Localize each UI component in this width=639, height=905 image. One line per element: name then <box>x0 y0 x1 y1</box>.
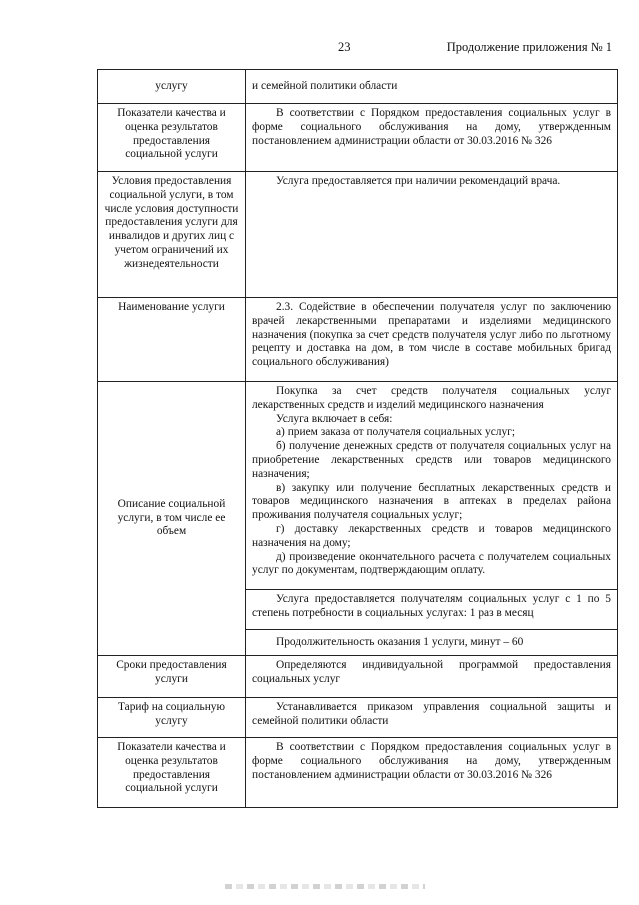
row-content <box>246 104 618 172</box>
content-paragraph: Определяются индивидуальной программой предоставления социальных услуг <box>252 659 611 685</box>
content-paragraph: В соответствии с Порядком предоставления социальных услуг в форме социального обслуживания на дому, утвержденным постановлением администрации области от 30.03.2016 № 326 <box>252 107 611 147</box>
content-paragraph: В соответствии с Порядком предоставления социальных услуг в форме социального обслуживания на дому, утвержденным постановлением администрации области от 30.03.2016 № 326 <box>252 741 611 781</box>
table-row <box>98 104 618 172</box>
row-content <box>246 738 618 808</box>
services-table <box>97 69 618 808</box>
scan-artifact <box>225 884 425 889</box>
content-paragraph: б) получение денежных средств от получателя социальных услуг на приобретение лекарственных средств или товаров медицинского назначения; <box>252 440 611 480</box>
row-label: Показатели качества и оценка результатов предоставления социальной услуги <box>98 738 246 808</box>
row-content <box>246 590 618 630</box>
row-label: Показатели качества и оценка результатов предоставления социальной услуги <box>98 104 246 172</box>
content-paragraph: 2.3. Содействие в обеспечении получателя услуг по заключению врачей лекарственными препаратами и изделиями медицинского назначения (покупка за счет средств получателя услуг либо по льготному рецепту и доставка на дом, в том числе в составе мобильных бригад социального обслуживания) <box>252 301 611 369</box>
table-row <box>98 172 618 298</box>
row-label: Условия предоставления социальной услуги, в том числе условия доступности предоставления услуги для инвалидов и других лиц с учетом ограничений их жизнедеятельности <box>98 172 246 298</box>
content-paragraph: в) закупку или получение бесплатных лекарственных средств и товаров медицинского назначения в аптеках в пределах района проживания получателя социальных услуг; <box>252 481 611 522</box>
content-paragraph: а) прием заказа от получателя социальных услуг; <box>276 426 515 439</box>
table-row <box>98 738 618 808</box>
content-paragraph: Услуга включает в себя: <box>276 412 393 425</box>
row-label: Наименование услуги <box>98 298 246 382</box>
row-content <box>246 382 618 590</box>
row-content <box>246 630 618 656</box>
page-header <box>0 40 639 60</box>
row-label: Описание социальной услуги, в том числе ее объем <box>98 382 246 656</box>
row-content <box>246 70 618 104</box>
header-note: Продолжение приложения № 1 <box>446 40 612 54</box>
content-paragraph: д) произведение окончательного расчета с получателем социальных услуг по документам, подтверждающим оплату. <box>252 550 611 577</box>
row-label: Тариф на социальную услугу <box>98 698 246 738</box>
content-paragraph: г) доставку лекарственных средств и товаров медицинского назначения на дому; <box>252 522 611 549</box>
table-row <box>98 298 618 382</box>
table-row <box>98 656 618 698</box>
row-label: Сроки предоставления услуги <box>98 656 246 698</box>
row-content <box>246 698 618 738</box>
table-row <box>98 698 618 738</box>
content-paragraph: Устанавливается приказом управления социальной защиты и семейной политики области <box>252 701 611 727</box>
page-number: 23 <box>338 40 351 54</box>
row-content <box>246 656 618 698</box>
content-paragraph: Услуга предоставляется при наличии рекомендаций врача. <box>276 175 561 187</box>
table-row <box>98 382 618 590</box>
row-content <box>246 172 618 298</box>
row-content <box>246 298 618 382</box>
content-paragraph: Услуга предоставляется получателям социальных услуг с 1 по 5 степень потребности в социальных услугах: 1 раз в месяц <box>252 593 611 619</box>
row-label: услугу <box>98 70 246 104</box>
content-paragraph: и семейной политики области <box>252 79 398 92</box>
content-paragraph: Продолжительность оказания 1 услуги, минут – 60 <box>276 635 524 648</box>
table-row <box>98 70 618 104</box>
content-paragraph: Покупка за счет средств получателя социальных услуг лекарственных средств и изделий медицинского назначения <box>252 385 611 411</box>
